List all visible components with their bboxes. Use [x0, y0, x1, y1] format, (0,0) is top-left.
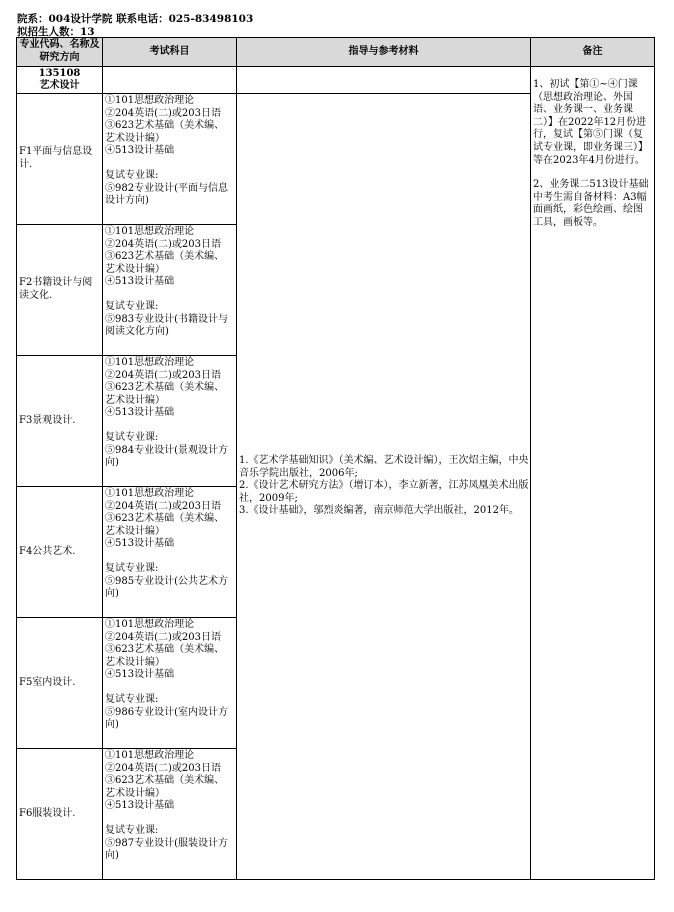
major-code: 135108 [38, 68, 81, 79]
subject-item: ③623艺术基础（美术编、艺术设计编） [105, 382, 225, 406]
direction-cell: F4公共艺术. [17, 487, 103, 618]
table-header-row [17, 38, 655, 67]
retest-label: 复试专业课: [105, 562, 159, 574]
retest-label: 复试专业课: [105, 300, 159, 312]
retest-subject: ⑤982专业设计(平面与信息设计方向) [105, 182, 228, 207]
reference-item: 1.《艺术学基础知识》（美术编、艺术设计编），王次炤主编，中央音乐学院出版社，2006年; [239, 455, 529, 479]
retest-label: 复试专业课: [105, 693, 159, 705]
direction-cell: F6服装设计. [17, 749, 103, 880]
subject-item: ④513设计基础 [105, 276, 175, 288]
subject-item: ①101思想政治理论 [105, 750, 195, 761]
references-cell [237, 94, 531, 880]
note-item: 2、业务课二513设计基础中考生需自备材料：A3幅面画纸，彩色绘画、绘图工具，画板等。 [533, 179, 649, 228]
subject-item: ②204英语(二)或203日语 [105, 238, 221, 250]
major-name: 艺术设计 [39, 80, 80, 91]
subject-item: ②204英语(二)或203日语 [105, 107, 221, 119]
column-header-notes: 备注 [531, 38, 655, 67]
subjects-cell [103, 356, 237, 487]
department-contact-line: 院系：004设计学院 联系电话：025-83498103 [17, 13, 254, 25]
column-header-major: 专业代码、名称及研究方向 [17, 38, 103, 67]
subject-item: ①101思想政治理论 [105, 95, 195, 106]
subject-item: ②204英语(二)或203日语 [105, 500, 221, 512]
subject-item: ③623艺术基础（美术编、艺术设计编） [105, 775, 225, 799]
reference-item: 3.《设计基础》，邬烈炎编著，南京师范大学出版社，2012年。 [239, 505, 519, 517]
subject-item: ②204英语(二)或203日语 [105, 631, 221, 643]
column-header-subjects: 考试科目 [103, 38, 237, 67]
reference-item: 2.《设计艺术研究方法》（增订本），李立新著，江苏凤凰美术出版社，2009年; [239, 480, 529, 504]
subject-item: ②204英语(二)或203日语 [105, 762, 221, 774]
retest-subject: ⑤985专业设计(公共艺术方向) [105, 575, 228, 600]
major-cell [17, 67, 103, 94]
subject-item: ①101思想政治理论 [105, 357, 195, 368]
subject-item: ②204英语(二)或203日语 [105, 369, 221, 381]
admissions-table [16, 37, 655, 880]
subject-item: ④513设计基础 [105, 669, 175, 681]
major-row [17, 67, 655, 94]
subject-item: ③623艺术基础（美术编、艺术设计编） [105, 513, 225, 537]
direction-cell: F5室内设计. [17, 618, 103, 749]
subjects-cell [103, 225, 237, 356]
notes-cell [531, 67, 655, 880]
subject-item: ④513设计基础 [105, 145, 175, 157]
subjects-cell [103, 487, 237, 618]
empty-cell [237, 67, 531, 94]
subjects-cell [103, 94, 237, 225]
enrollment-count-line: 拟招生人数：13 [17, 26, 95, 38]
subjects-cell [103, 618, 237, 749]
retest-subject: ⑤986专业设计(室内设计方向) [105, 706, 228, 731]
retest-label: 复试专业课: [105, 431, 159, 443]
empty-cell [103, 67, 237, 94]
subject-item: ①101思想政治理论 [105, 619, 195, 630]
retest-subject: ⑤987专业设计(服装设计方向) [105, 837, 228, 862]
direction-cell: F3景观设计. [17, 356, 103, 487]
subject-item: ④513设计基础 [105, 538, 175, 550]
subject-item: ①101思想政治理论 [105, 226, 195, 237]
subject-item: ①101思想政治理论 [105, 488, 195, 499]
retest-subject: ⑤983专业设计(书籍设计与阅读文化方向) [105, 313, 228, 338]
note-item: 1、初试【第①~④门课（思想政治理论、外国语、业务课一、业务课二）】在2022年12月份进行，复试【第⑤门课（复试专业课，即业务课三）】等在2023年4月份进行。 [533, 79, 648, 166]
column-header-references: 指导与参考材料 [237, 38, 531, 67]
subject-item: ③623艺术基础（美术编、艺术设计编） [105, 644, 225, 668]
retest-label: 复试专业课: [105, 824, 159, 836]
retest-label: 复试专业课: [105, 169, 159, 181]
subject-item: ③623艺术基础（美术编、艺术设计编） [105, 120, 225, 144]
retest-subject: ⑤984专业设计(景观设计方向) [105, 444, 228, 469]
subject-item: ④513设计基础 [105, 407, 175, 419]
subjects-cell [103, 749, 237, 880]
subject-item: ④513设计基础 [105, 800, 175, 812]
direction-cell: F1平面与信息设计. [17, 94, 103, 225]
direction-cell: F2书籍设计与阅读文化. [17, 225, 103, 356]
subject-item: ③623艺术基础（美术编、艺术设计编） [105, 251, 225, 275]
